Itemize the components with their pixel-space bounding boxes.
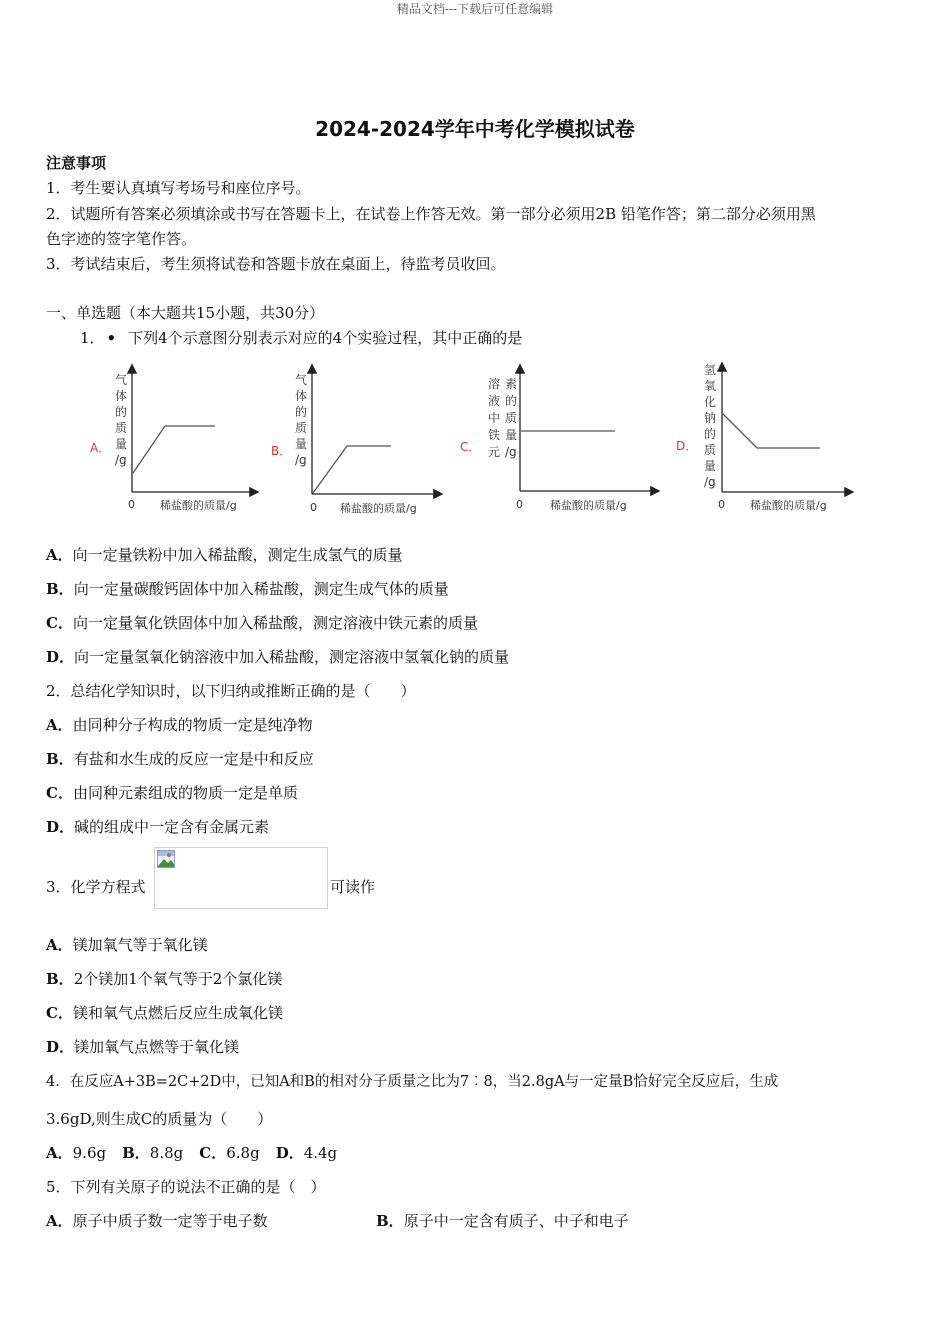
q3-option-d bbox=[46, 1036, 239, 1057]
q1-option-a bbox=[46, 544, 403, 565]
notice-item: 2．试题所有答案必须填涂或书写在答题卡上，在试卷上作答无效。第一部分必须用2B 铅笔作答；第二部分必须用黑 bbox=[46, 205, 816, 223]
option-key: B． bbox=[46, 750, 74, 768]
notice-item: 1．考生要认真填写考场号和座位序号。 bbox=[46, 179, 311, 197]
q3-stem-after: 可读作 bbox=[330, 878, 376, 896]
option-key: B． bbox=[376, 1212, 404, 1230]
q5-stem: 5．下列有关原子的说法不正确的是（ ） bbox=[46, 1178, 326, 1196]
option-key: B． bbox=[122, 1144, 150, 1162]
q1-stem-line bbox=[80, 327, 522, 348]
q1-stem: 下列4个示意图分别表示对应的4个实验过程，其中正确的是 bbox=[128, 329, 523, 347]
chart-d bbox=[672, 358, 872, 524]
ylabel-char: /g bbox=[505, 445, 517, 459]
xlabel: 稀盐酸的质量/g bbox=[340, 502, 417, 515]
ylabel-char: 量 bbox=[115, 437, 128, 451]
option-key: C． bbox=[46, 1004, 73, 1022]
ylabel-char: 的 bbox=[115, 405, 128, 419]
q2-option-d bbox=[46, 816, 269, 837]
option-text: 镁和氧气点燃后反应生成氧化镁 bbox=[72, 1004, 283, 1022]
chart-tag: A． bbox=[90, 441, 111, 455]
q2-option-c bbox=[46, 782, 298, 803]
ylabel-char: 中 bbox=[488, 411, 501, 425]
option-text: 4.4g bbox=[303, 1144, 338, 1162]
q4-stem-line1: 4．在反应A+3B=2C+2D中，已知A和B的相对分子质量之比为7︰8，当2.8gA与一定量B恰好完全反应后，生成 bbox=[46, 1074, 779, 1090]
option-key: C． bbox=[199, 1144, 227, 1162]
ylabel-char: 的 bbox=[295, 405, 308, 419]
chart-d-svg bbox=[672, 358, 872, 520]
ylabel-char: 质 bbox=[295, 421, 308, 435]
q1-number: 1． bbox=[80, 329, 105, 347]
ylabel-char: /g bbox=[704, 475, 716, 489]
option-text: 9.6g bbox=[72, 1144, 107, 1162]
notice-item: 3．考试结束后，考生须将试卷和答题卡放在桌面上，待监考员收回。 bbox=[46, 255, 506, 273]
curve-line bbox=[313, 446, 391, 493]
ylabel-char: 量 bbox=[505, 428, 518, 442]
ylabel-char: /g bbox=[295, 453, 307, 467]
q1-option-d bbox=[46, 646, 509, 667]
option-key: B． bbox=[46, 580, 74, 598]
option-key: D． bbox=[46, 818, 75, 836]
chart-a bbox=[85, 360, 275, 524]
q3-option-c bbox=[46, 1002, 283, 1023]
q5-option-b bbox=[376, 1210, 629, 1231]
xlabel: 稀盐酸的质量/g bbox=[750, 499, 827, 512]
notice-heading: 注意事项 bbox=[46, 154, 107, 172]
option-key: B． bbox=[46, 970, 74, 988]
origin-label: 0 bbox=[310, 501, 317, 514]
ylabel-char: 化 bbox=[704, 395, 717, 409]
option-text: 8.8g bbox=[149, 1144, 184, 1162]
q2-stem: 2．总结化学知识时，以下归纳或推断正确的是（ ） bbox=[46, 682, 416, 700]
notice-item: 色字迹的签字笔作答。 bbox=[46, 230, 197, 248]
q4-options bbox=[46, 1142, 337, 1163]
option-text: 2个镁加1个氧气等于2个氯化镁 bbox=[73, 970, 283, 988]
ylabel-char: 液 bbox=[488, 394, 501, 408]
xlabel: 稀盐酸的质量/g bbox=[550, 499, 627, 512]
ylabel-char: 氧 bbox=[704, 379, 717, 393]
option-key: D． bbox=[46, 1038, 75, 1056]
section-heading: 一、单选题（本大题共15小题，共30分） bbox=[46, 304, 325, 322]
option-text: 有盐和水生成的反应一定是中和反应 bbox=[73, 750, 314, 768]
equation-image-placeholder bbox=[154, 847, 328, 909]
option-key: A． bbox=[46, 936, 73, 954]
q3-option-b bbox=[46, 968, 282, 989]
q2-option-a bbox=[46, 714, 313, 735]
option-text: 向一定量氧化铁固体中加入稀盐酸，测定溶液中铁元素的质量 bbox=[72, 614, 478, 632]
chart-tag: B． bbox=[271, 444, 292, 458]
option-text: 向一定量碳酸钙固体中加入稀盐酸，测定生成气体的质量 bbox=[73, 580, 449, 598]
ylabel-char: /g bbox=[115, 453, 127, 467]
ylabel-char: 体 bbox=[115, 389, 128, 403]
chart-b-svg bbox=[265, 360, 455, 520]
q2-option-b bbox=[46, 748, 314, 769]
option-key: C． bbox=[46, 784, 73, 802]
ylabel-char: 质 bbox=[115, 421, 128, 435]
ylabel-char: 气 bbox=[115, 373, 128, 387]
option-text: 碱的组成中一定含有金属元素 bbox=[74, 818, 270, 836]
option-key: A． bbox=[46, 716, 73, 734]
option-key: A． bbox=[46, 1144, 73, 1162]
ylabel-char: 元 bbox=[488, 445, 501, 459]
chart-a-svg bbox=[85, 360, 275, 520]
ylabel-char: 素 bbox=[505, 377, 518, 391]
exam-title: 2024-2024学年中考化学模拟试卷 bbox=[315, 117, 635, 141]
option-key: A． bbox=[46, 546, 73, 564]
option-key: C． bbox=[46, 614, 73, 632]
chart-c bbox=[458, 360, 668, 524]
q1-option-b bbox=[46, 578, 449, 599]
curve-line bbox=[133, 426, 215, 473]
option-text: 向一定量氢氧化钠溶液中加入稀盐酸，测定溶液中氢氧化钠的质量 bbox=[74, 648, 510, 666]
q1-option-c bbox=[46, 612, 478, 633]
ylabel-char: 质 bbox=[704, 443, 717, 457]
option-key: D． bbox=[275, 1144, 304, 1162]
option-text: 向一定量铁粉中加入稀盐酸，测定生成氢气的质量 bbox=[72, 546, 403, 564]
ylabel-char: 体 bbox=[295, 389, 308, 403]
option-text: 6.8g bbox=[226, 1144, 260, 1162]
ylabel-char: 量 bbox=[704, 459, 717, 473]
option-text: 原子中一定含有质子、中子和电子 bbox=[403, 1212, 629, 1230]
ylabel-char: 溶 bbox=[488, 377, 501, 391]
chart-tag: D． bbox=[676, 439, 698, 453]
option-text: 镁加氧气等于氧化镁 bbox=[72, 936, 208, 954]
ylabel-char: 的 bbox=[704, 427, 717, 441]
curve-line bbox=[723, 414, 820, 448]
option-text: 原子中质子数一定等于电子数 bbox=[72, 1212, 268, 1230]
q4-stem-line2: 3.6gD,则生成C的质量为（ ） bbox=[46, 1110, 273, 1128]
q5-option-a bbox=[46, 1210, 268, 1231]
chart-b bbox=[265, 360, 455, 524]
origin-label: 0 bbox=[718, 498, 725, 511]
option-text: 镁加氧气点燃等于氧化镁 bbox=[74, 1038, 240, 1056]
ylabel-char: 铁 bbox=[488, 428, 501, 442]
origin-label: 0 bbox=[128, 498, 135, 511]
option-text: 由同种分子构成的物质一定是纯净物 bbox=[72, 716, 313, 734]
q1-bullet: • bbox=[106, 329, 117, 347]
option-key: D． bbox=[46, 648, 75, 666]
chart-tag: C． bbox=[460, 440, 481, 454]
q3-option-a bbox=[46, 934, 208, 955]
ylabel-char: 钠 bbox=[704, 411, 717, 425]
option-key: A． bbox=[46, 1212, 73, 1230]
ylabel-char: 气 bbox=[295, 373, 308, 387]
ylabel-char: 量 bbox=[295, 437, 308, 451]
origin-label: 0 bbox=[516, 498, 523, 511]
page-header-note: 精品文档---下载后可任意编辑 bbox=[396, 2, 554, 16]
q3-stem-before: 3．化学方程式 bbox=[46, 878, 146, 896]
xlabel: 稀盐酸的质量/g bbox=[160, 499, 237, 512]
option-text: 由同种元素组成的物质一定是单质 bbox=[72, 784, 298, 802]
broken-image-icon bbox=[157, 850, 175, 868]
ylabel-char: 质 bbox=[505, 411, 518, 425]
ylabel-char: 氢 bbox=[704, 363, 717, 377]
chart-c-svg bbox=[458, 360, 668, 520]
ylabel-char: 的 bbox=[505, 394, 518, 408]
